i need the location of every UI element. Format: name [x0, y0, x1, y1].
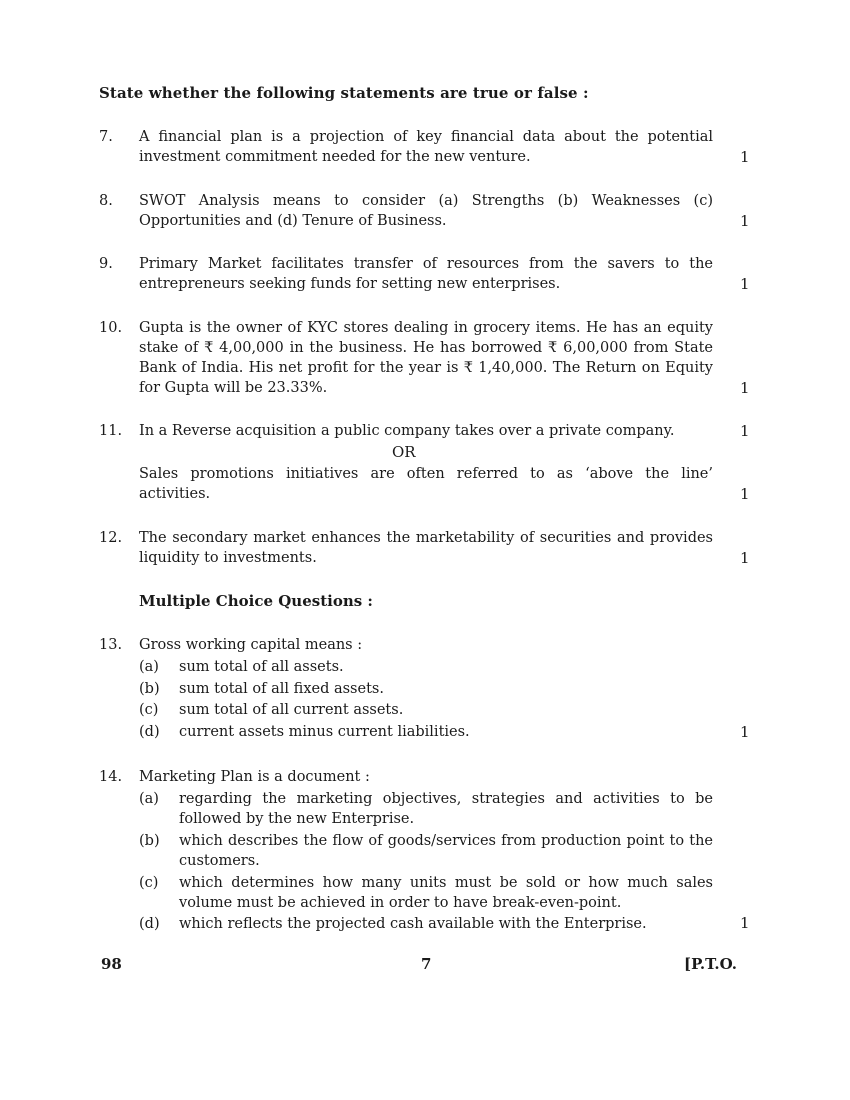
- question-mark: 1: [740, 549, 750, 567]
- question-text: The secondary market enhances the marketability of securities and provides liquidity to investments.: [139, 530, 713, 566]
- question-mark: 1: [740, 275, 750, 293]
- option-text: which describes the flow of goods/services from production point to the customers.: [179, 833, 713, 869]
- or-label: OR: [392, 443, 416, 461]
- question-number: 14.: [99, 769, 123, 785]
- footer-code: 98: [101, 955, 122, 973]
- question-mark: 1: [740, 914, 750, 932]
- question-mark: 1: [740, 723, 750, 741]
- question-number: 9.: [99, 256, 113, 272]
- question-stem: Gross working capital means :: [139, 637, 363, 653]
- question-text: Primary Market facilitates transfer of resources from the savers to the entrepreneurs seeking funds for setting new enterprises.: [139, 256, 713, 292]
- question-number: 10.: [99, 320, 123, 336]
- option-text: current assets minus current liabilities.: [179, 724, 470, 740]
- option-text: which reflects the projected cash available with the Enterprise.: [179, 916, 647, 932]
- option-label: (b): [139, 833, 160, 849]
- option-label: (b): [139, 681, 160, 697]
- question-mark: 1: [740, 379, 750, 397]
- question-number: 7.: [99, 129, 113, 145]
- option-text: regarding the marketing objectives, strategies and activities to be followed by the new Enterprise.: [179, 791, 713, 827]
- section-heading-true-false: State whether the following statements are true or false :: [99, 84, 589, 102]
- question-text: Gupta is the owner of KYC stores dealing in grocery items. He has an equity stake of ₹ 4,00,000 in the business. He has borrowed ₹ 6,00,000 from State Bank of India. His net profit for the year is ₹ 1,40,000. The Return on Equity for Gupta will be 23.33%.: [139, 320, 713, 396]
- option-text: sum total of all assets.: [179, 659, 344, 675]
- question-text: SWOT Analysis means to consider (a) Strengths (b) Weaknesses (c) Opportunities and (d) Tenure of Business.: [139, 193, 713, 229]
- question-stem: Marketing Plan is a document :: [139, 769, 370, 785]
- question-mark: 1: [740, 212, 750, 230]
- question-number: 13.: [99, 637, 123, 653]
- question-number: 12.: [99, 530, 123, 546]
- option-label: (c): [139, 875, 159, 891]
- option-label: (d): [139, 724, 160, 740]
- footer-pto: [P.T.O.: [684, 955, 737, 973]
- option-label: (d): [139, 916, 160, 932]
- option-text: which determines how many units must be sold or how much sales volume must be achieved in order to have break-even-point.: [179, 875, 713, 911]
- question-number: 8.: [99, 193, 113, 209]
- option-text: sum total of all fixed assets.: [179, 681, 384, 697]
- option-text: sum total of all current assets.: [179, 702, 404, 718]
- question-mark: 1: [740, 422, 750, 440]
- section-heading-mcq: Multiple Choice Questions :: [139, 592, 373, 610]
- footer-page-number: 7: [421, 955, 432, 973]
- question-mark: 1: [740, 148, 750, 166]
- question-number: 11.: [99, 423, 123, 439]
- question-text: A financial plan is a projection of key financial data about the potential investment commitment needed for the new venture.: [139, 129, 713, 165]
- question-text: Sales promotions initiatives are often referred to as ‘above the line’ activities.: [139, 466, 713, 502]
- question-mark: 1: [740, 485, 750, 503]
- option-label: (c): [139, 702, 159, 718]
- option-label: (a): [139, 659, 159, 675]
- question-text: In a Reverse acquisition a public company takes over a private company.: [139, 423, 675, 439]
- option-label: (a): [139, 791, 159, 807]
